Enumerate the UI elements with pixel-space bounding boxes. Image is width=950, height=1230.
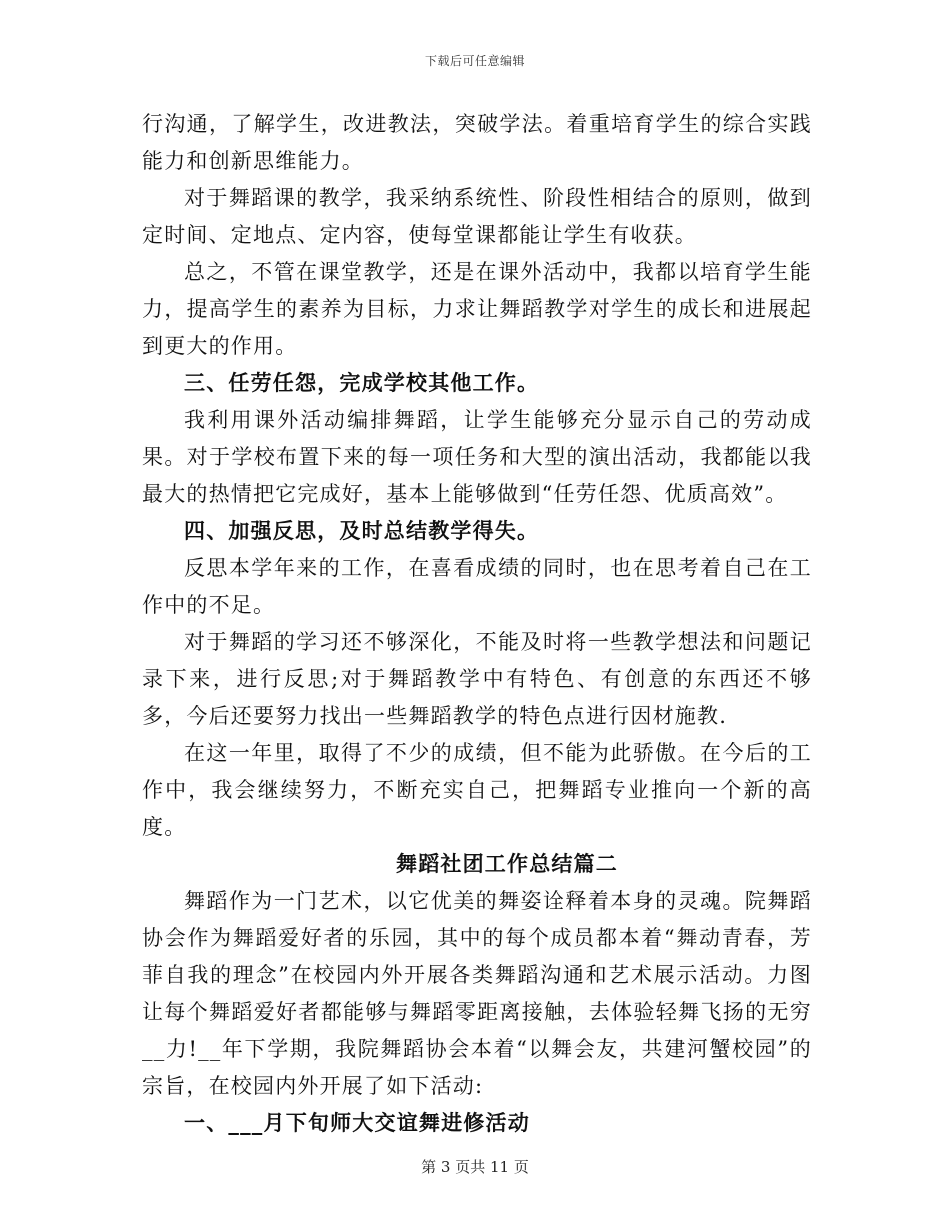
- paragraph-extracurricular: 我利用课外活动编排舞蹈，让学生能够充分显示自己的劳动成果。对于学校布置下来的每一项任务和大型的演出活动，我都能以我最大的热情把它完成好，基本上能够做到“任劳任怨、优质高效”。: [142, 408, 812, 506]
- paragraph-outlook: 在这一年里，取得了不少的成绩，但不能为此骄傲。在今后的工作中，我会继续努力，不断充实自己，把舞蹈专业推向一个新的高度。: [142, 741, 812, 839]
- article-title: 舞蹈社团工作总结篇二: [396, 852, 618, 876]
- paragraph-shortcomings: 对于舞蹈的学习还不够深化，不能及时将一些教学想法和问题记录下来，进行反思;对于舞蹈教学中有特色、有创意的东西还不够多，今后还要努力找出一些舞蹈教学的特色点进行因材施教.: [142, 630, 812, 728]
- paragraph-continuation: 行沟通，了解学生，改进教法，突破学法。着重培育学生的综合实践能力和创新思维能力。: [142, 112, 812, 173]
- section-heading-activity-1: 一、___月下旬师大交谊舞进修活动: [184, 1111, 530, 1135]
- document-body: [142, 106, 812, 1142]
- section-heading-3: 三、任劳任怨，完成学校其他工作。: [184, 371, 540, 395]
- paragraph-dance-teaching: 对于舞蹈课的教学，我采纳系统性、阶段性相结合的原则，做到定时间、定地点、定内容，使每堂课都能让学生有收获。: [142, 186, 812, 247]
- page-header: 下载后可任意编辑: [424, 54, 525, 68]
- section-heading-4: 四、加强反思，及时总结教学得失。: [184, 519, 540, 543]
- page-footer: 第 3 页共 11 页: [421, 1158, 529, 1176]
- paragraph-summary: 总之，不管在课堂教学，还是在课外活动中，我都以培育学生能力，提高学生的素养为目标，力求让舞蹈教学对学生的成长和进展起到更大的作用。: [142, 260, 812, 358]
- paragraph-dance-association: 舞蹈作为一门艺术，以它优美的舞姿诠释着本身的灵魂。院舞蹈协会作为舞蹈爱好者的乐园，其中的每个成员都本着“舞动青春，芳菲自我的理念”在校园内外开展各类舞蹈沟通和艺术展示活动。力图让每个舞蹈爱好者都能够与舞蹈零距离接触，去体验轻舞飞扬的无穷__力!__年下学期，我院舞蹈协会本着“以舞会友，共建河蟹校园”的宗旨，在校园内外开展了如下活动:: [142, 889, 812, 1098]
- paragraph-reflection: 反思本学年来的工作，在喜看成绩的同时，也在思考着自己在工作中的不足。: [142, 556, 812, 617]
